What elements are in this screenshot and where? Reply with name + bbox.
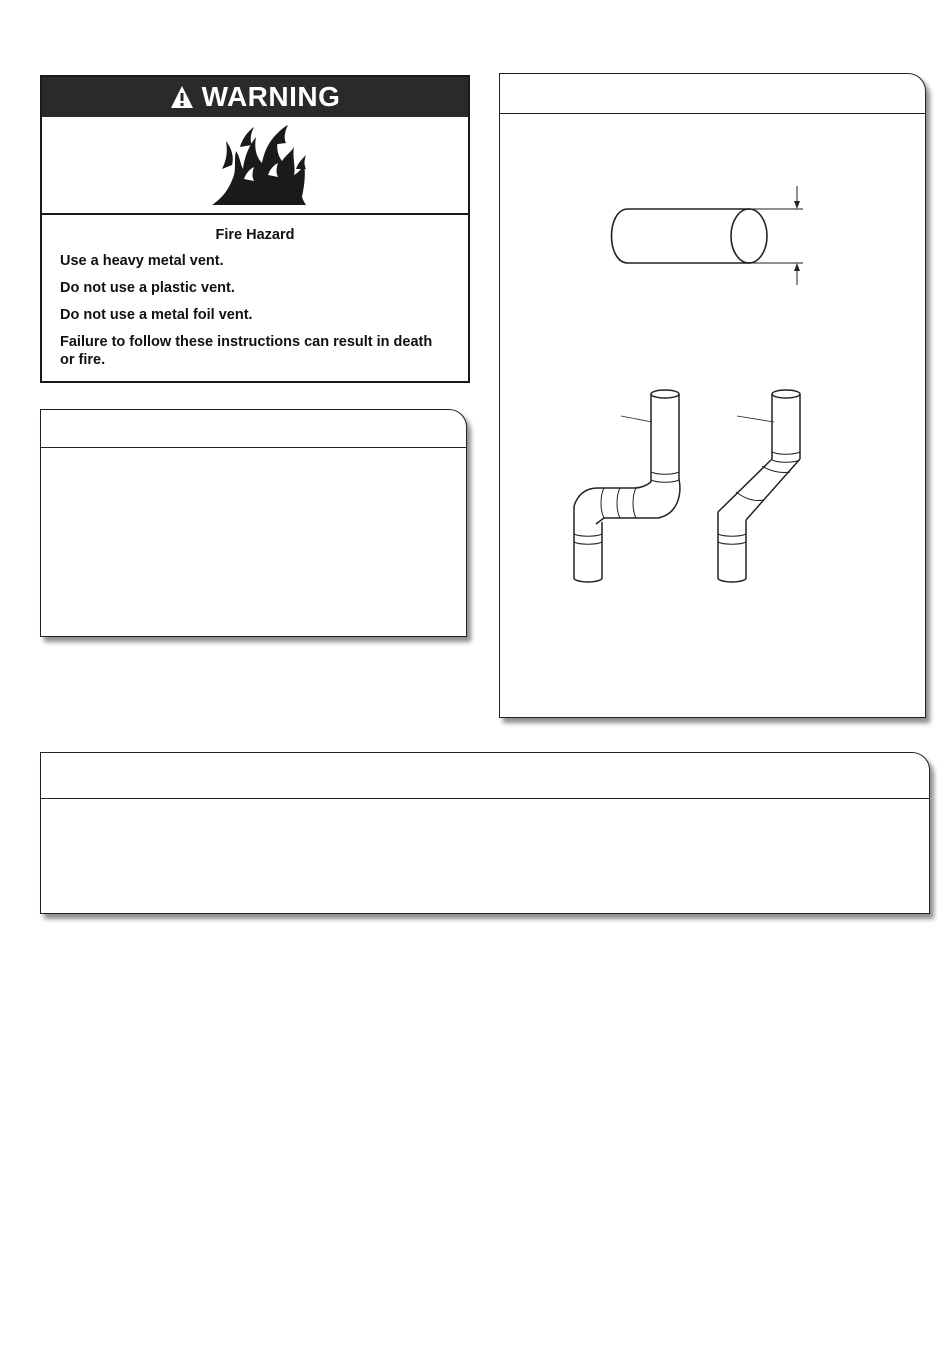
panel-header: [41, 410, 466, 448]
hazard-title: Fire Hazard: [215, 227, 295, 243]
info-panel-bottom: [40, 752, 930, 914]
elbow-diagram-45: [718, 390, 800, 582]
warning-icon-area: [42, 117, 468, 215]
vent-diagrams: [500, 74, 927, 719]
warning-line: Do not use a metal foil vent.: [60, 307, 253, 323]
alert-triangle-icon: [170, 85, 194, 109]
warning-line: Do not use a plastic vent.: [60, 280, 235, 296]
warning-body: [42, 215, 468, 369]
warning-header: [42, 77, 468, 117]
panel-header: [41, 753, 929, 799]
warning-line: Use a heavy metal vent.: [60, 253, 224, 269]
warning-line: Failure to follow these instructions can result in death or fire.: [60, 334, 433, 368]
vent-diameter-diagram: [612, 186, 804, 285]
elbow-diagram-90: [574, 390, 680, 582]
warning-box: [40, 75, 470, 383]
info-panel-left: [40, 409, 467, 637]
fire-hazard-icon: [210, 123, 310, 209]
warning-title: WARNING: [201, 81, 341, 112]
info-panel-right: [499, 73, 926, 718]
